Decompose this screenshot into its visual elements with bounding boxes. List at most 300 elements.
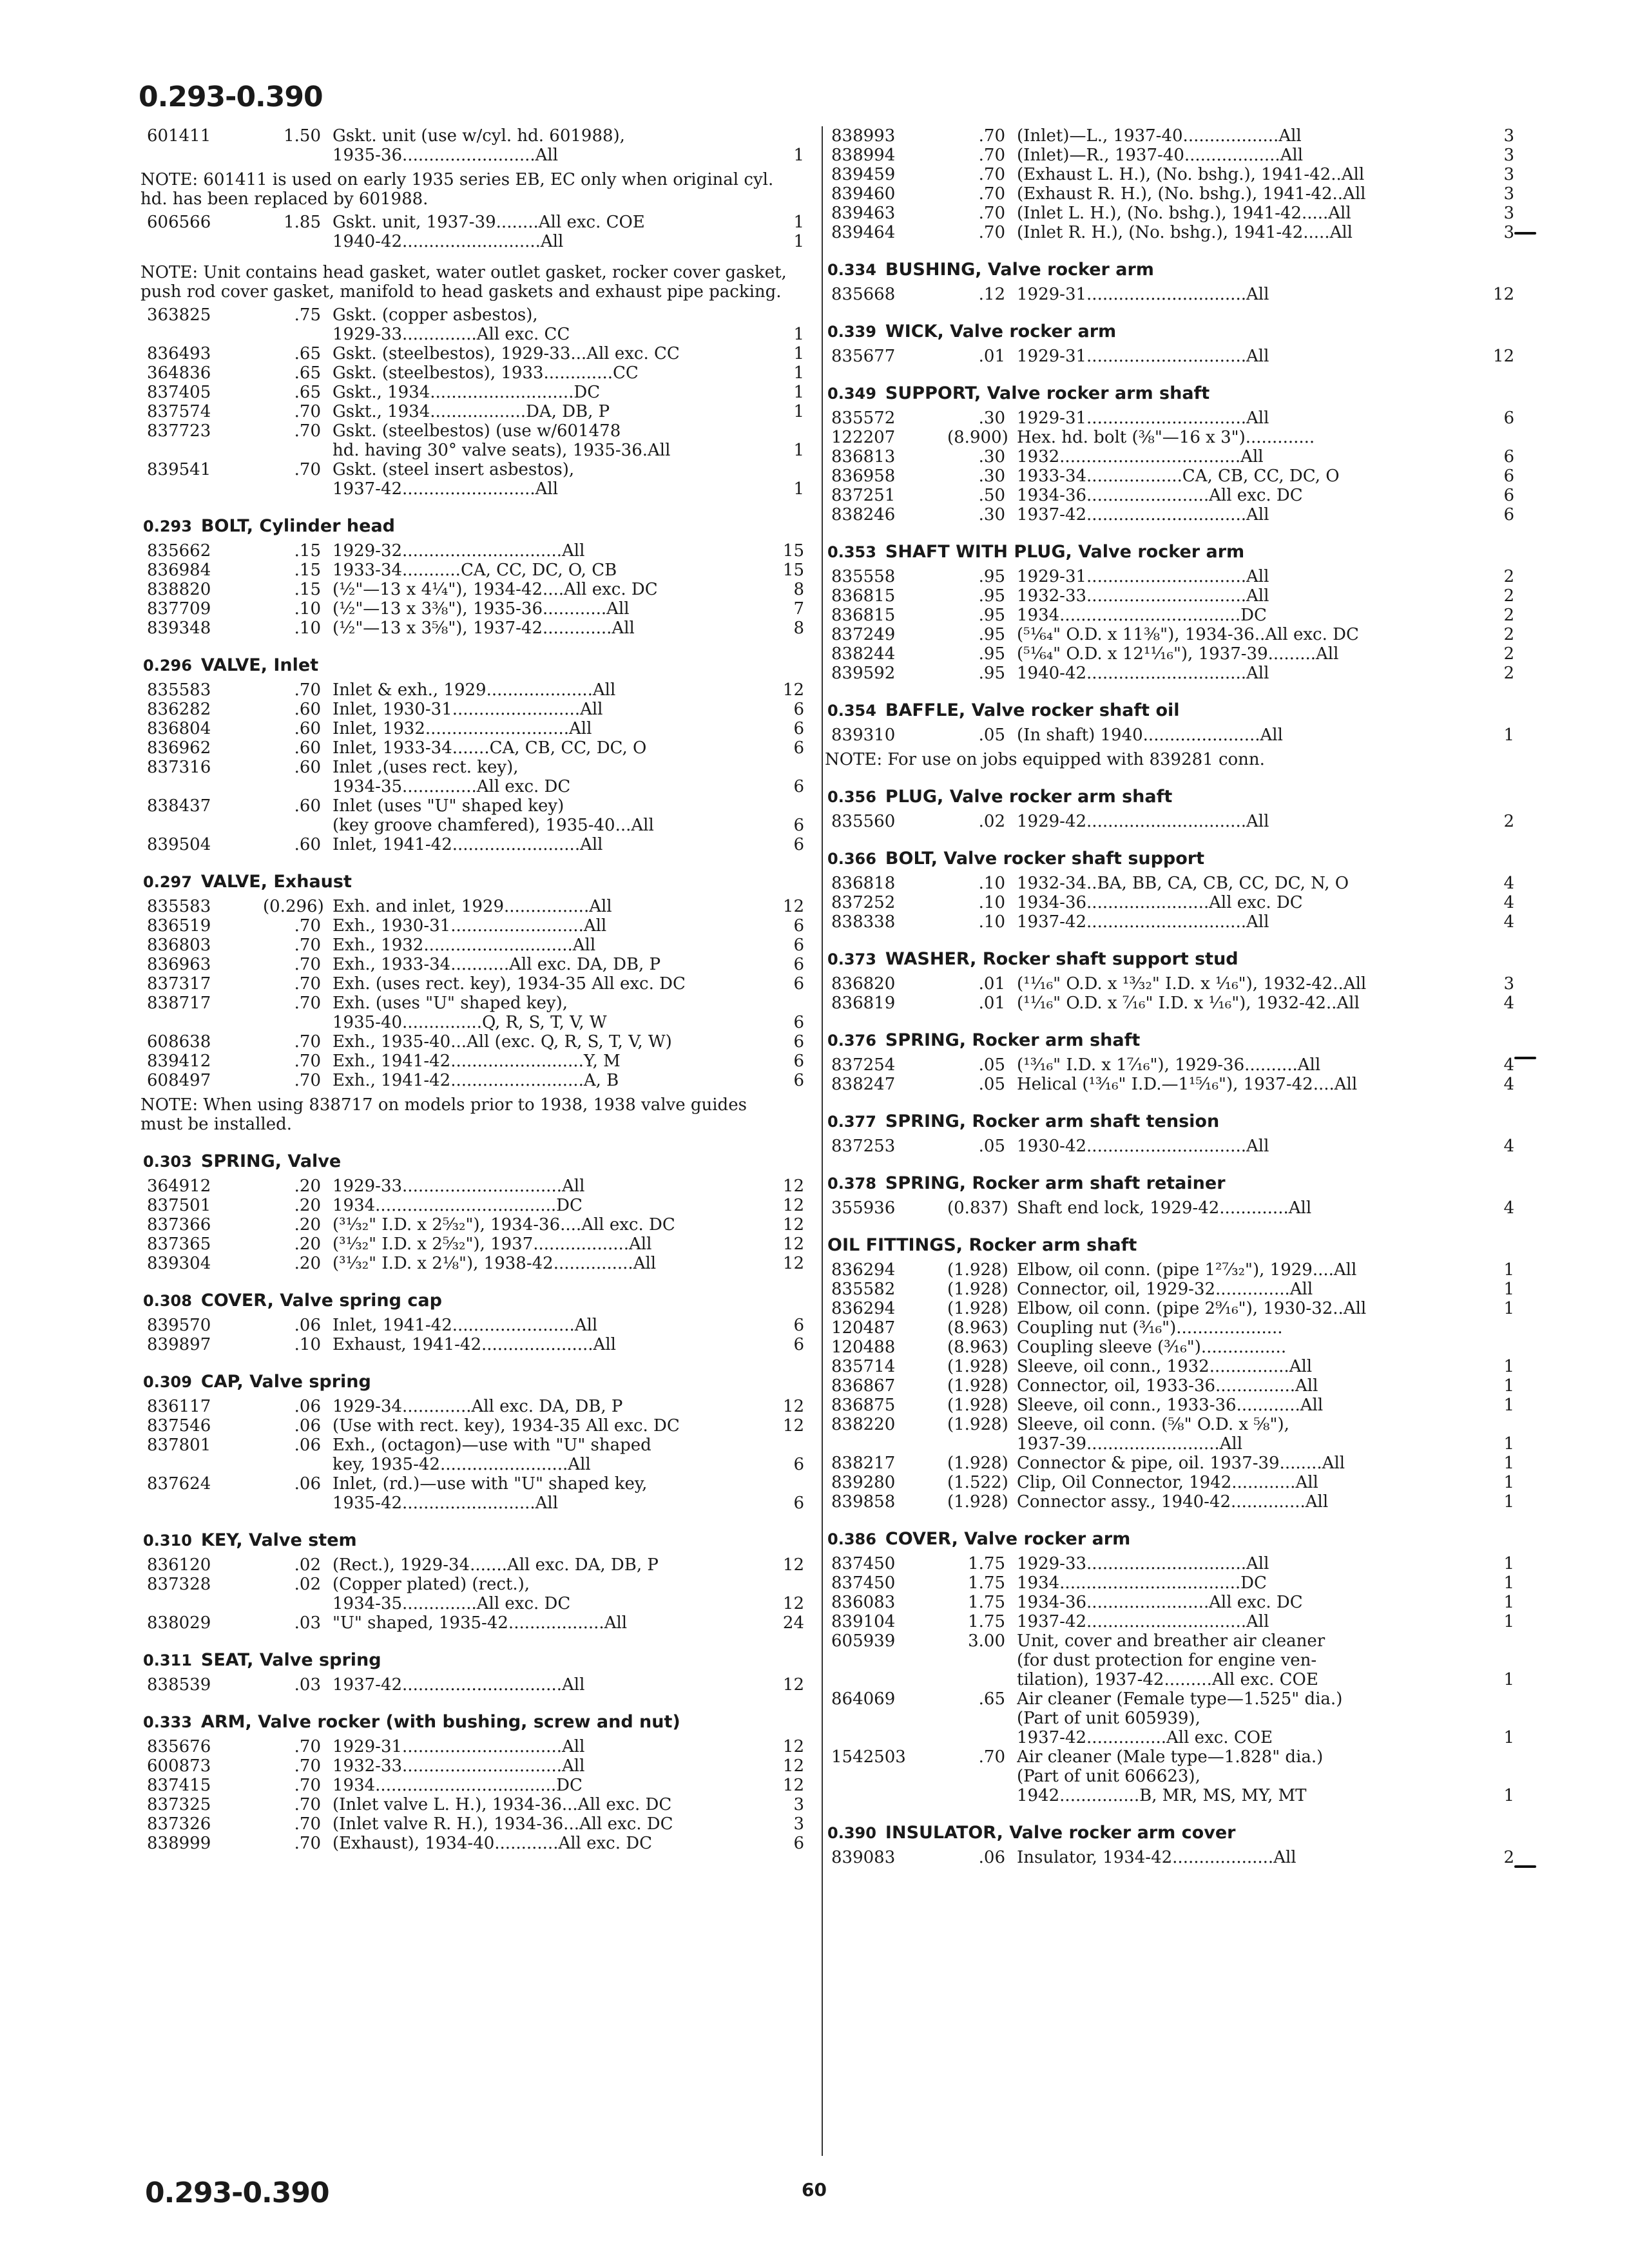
part-row [147,146,804,165]
part-row [831,1612,1514,1631]
price: 1.75 [968,1573,1005,1593]
section-code: 0.378 [827,1175,876,1193]
part-row [147,700,804,719]
section-heading [143,515,804,537]
part-number: 608638 [147,1032,211,1052]
part-number: 838220 [831,1415,896,1434]
part-row [831,1848,1514,1867]
quantity: 6 [793,1834,804,1853]
price: .70 [978,223,1005,242]
section-title: COVER, Valve rocker arm [885,1529,1131,1549]
quantity: 12 [782,1397,804,1416]
part-row [831,1689,1514,1709]
section-heading [827,700,1514,722]
quantity: 1 [793,383,804,402]
description: Sleeve, oil conn., 1933-36............All [1017,1396,1324,1415]
price: .70 [978,126,1005,146]
description: Inlet ,(uses rect. key), [333,758,519,777]
price: .70 [294,680,321,700]
part-row [831,447,1514,466]
part-row [831,1709,1514,1728]
section-title: INSULATOR, Valve rocker arm cover [885,1823,1236,1843]
description: (Part of unit 606623), [1017,1767,1200,1786]
description: Exh., 1941-42.........................A, B [333,1071,619,1090]
price: .70 [294,421,321,441]
quantity: 1 [793,232,804,251]
quantity: 6 [793,1316,804,1335]
quantity: 4 [1503,912,1514,932]
part-row [147,897,804,916]
description: (½"—13 x 4¼"), 1934-42....All exc. DC [333,580,658,599]
description: 1930-42..............................All [1017,1137,1269,1156]
price: .70 [978,146,1005,165]
margin-mark [1514,1057,1536,1059]
quantity: 12 [782,1416,804,1436]
quantity: 3 [1503,223,1514,242]
section-heading [827,1822,1514,1844]
part-row [831,1280,1514,1299]
quantity: 8 [793,619,804,638]
quantity: 12 [782,1776,804,1795]
price: .65 [294,383,321,402]
part-number: 836117 [147,1397,211,1416]
quantity: 4 [1503,893,1514,912]
description: 1935-40...............Q, R, S, T, V, W [333,1013,607,1032]
quantity: 6 [1503,466,1514,486]
description: (³¹⁄₃₂" I.D. x 2⁵⁄₃₂"), 1934-36....All exc. DC [333,1215,675,1235]
description: Exh., 1935-40...All (exc. Q, R, S, T, V, W) [333,1032,672,1052]
price: .60 [294,758,321,777]
section-title: SPRING, Rocker arm shaft [885,1030,1141,1050]
part-row [147,994,804,1013]
quantity: 15 [782,561,804,580]
part-number: 601411 [147,126,211,146]
part-row [831,1767,1514,1786]
part-number: 837328 [147,1575,211,1594]
description: (Part of unit 605939), [1017,1709,1200,1728]
quantity: 24 [782,1613,804,1633]
section-code: 0.293 [143,517,192,535]
part-number: 839463 [831,204,896,223]
part-row [147,738,804,758]
note: NOTE: Unit contains head gasket, water outlet gasket, rocker cover gasket, push rod cover gasket, manifold to head gaskets and exhaust pipe packing. [140,263,787,302]
part-row [831,165,1514,184]
description: Exh., 1941-42.........................Y, M [333,1052,621,1071]
description: 1937-42..............................All [1017,1612,1269,1631]
column-divider [822,126,823,2156]
price: .10 [294,619,321,638]
part-number: 839348 [147,619,211,638]
section-title: VALVE, Inlet [200,655,319,675]
part-number: 835677 [831,347,896,366]
description: (key groove chamfered), 1935-40...All [333,816,654,835]
part-number: 837326 [147,1814,211,1834]
section-code: 0.309 [143,1373,192,1391]
part-number: 835560 [831,812,896,831]
quantity: 3 [1503,974,1514,994]
part-number: 837801 [147,1436,211,1455]
description: Gskt. unit, 1937-39........All exc. COE [333,213,645,232]
part-number: 836803 [147,936,211,955]
price: .06 [294,1416,321,1436]
part-number: 837366 [147,1215,211,1235]
quantity: 1 [793,479,804,499]
description: Air cleaner (Female type—1.525" dia.) [1017,1689,1343,1709]
section-title: BUSHING, Valve rocker arm [885,260,1154,280]
part-number: 838820 [147,580,211,599]
section-code: 0.386 [827,1530,876,1548]
part-row [147,1397,804,1416]
part-row [147,344,804,363]
price: .20 [294,1177,321,1196]
price: .30 [978,505,1005,524]
price: 1.85 [284,213,321,232]
description: Gskt., 1934..................DA, DB, P [333,402,610,421]
quantity: 12 [782,1254,804,1273]
quantity: 12 [782,1737,804,1756]
price: 1.75 [968,1612,1005,1631]
part-number: 836819 [831,994,896,1013]
quantity: 6 [793,955,804,974]
quantity: 3 [793,1814,804,1834]
section-heading [143,655,804,677]
description: (In shaft) 1940......................All [1017,726,1283,745]
price: .70 [294,1737,321,1756]
quantity: 1 [1503,1299,1514,1318]
part-row [831,428,1514,447]
price: (1.928) [947,1415,1008,1434]
description: 1932-34..BA, BB, CA, CB, CC, DC, N, O [1017,874,1349,893]
part-row [147,1675,804,1695]
description: Gskt. (steelbestos), 1933.............CC [333,363,639,383]
part-row [147,305,804,325]
part-row [831,874,1514,893]
quantity: 1 [793,402,804,421]
quantity: 1 [1503,1454,1514,1473]
quantity: 6 [793,1335,804,1354]
price: .70 [294,994,321,1013]
part-row [147,599,804,619]
note: NOTE: For use on jobs equipped with 839281 conn. [825,750,1265,769]
description: 1934..................................DC [333,1196,583,1215]
part-number: 837325 [147,1795,211,1814]
description: 1929-31..............................All [1017,408,1269,428]
description: (Inlet)—R., 1937-40..................All [1017,146,1304,165]
part-row [147,383,804,402]
quantity: 1 [793,344,804,363]
price: .15 [294,541,321,561]
description: 1929-31..............................All [333,1737,585,1756]
part-number: 363825 [147,305,211,325]
quantity: 1 [1503,1473,1514,1492]
part-number: 835583 [147,897,211,916]
part-number: 837723 [147,421,211,441]
description: (¹³⁄₁₆" I.D. x 1⁷⁄₁₆"), 1929-36..........All [1017,1055,1321,1075]
price: .65 [978,1689,1005,1709]
part-row [147,1215,804,1235]
description: (Exhaust), 1934-40............All exc. DC [333,1834,653,1853]
page-number: 60 [802,2179,827,2200]
description: Clip, Oil Connector, 1942............All [1017,1473,1318,1492]
part-number: 364912 [147,1177,211,1196]
quantity: 6 [793,1455,804,1474]
part-row [147,1235,804,1254]
description: Sleeve, oil conn., 1932...............All [1017,1357,1313,1376]
section-heading [827,1111,1514,1133]
quantity: 2 [1503,625,1514,644]
part-row [147,1013,804,1032]
section-code: 0.296 [143,657,192,675]
quantity: 12 [782,1196,804,1215]
part-row [831,505,1514,524]
part-number: 836818 [831,874,896,893]
description: 1929-33..............................All [1017,1554,1269,1573]
part-number: 837501 [147,1196,211,1215]
description: 1929-33..............................All [333,1177,585,1196]
part-row [147,460,804,479]
quantity: 6 [793,936,804,955]
section-title: COVER, Valve spring cap [200,1291,442,1311]
price: (1.928) [947,1454,1008,1473]
section-title: VALVE, Exhaust [200,872,352,892]
price: .70 [978,204,1005,223]
part-number: 839459 [831,165,896,184]
description: 1940-42..........................All [333,232,564,251]
description: 1934-35..............All exc. DC [333,1594,571,1613]
part-number: 836820 [831,974,896,994]
quantity: 6 [793,1071,804,1090]
part-number: 839412 [147,1052,211,1071]
price: .10 [294,599,321,619]
section-code: 0.334 [827,261,876,279]
part-number: 835582 [831,1280,896,1299]
part-number: 837251 [831,486,896,505]
section-heading [827,1528,1514,1550]
description: Exh., 1932............................All [333,936,596,955]
quantity: 6 [1503,505,1514,524]
description: Exhaust, 1941-42.....................All [333,1335,616,1354]
description: 1940-42..............................All [1017,664,1269,683]
part-number: 122207 [831,428,896,447]
part-number: 839570 [147,1316,211,1335]
part-row [147,479,804,499]
price: .95 [978,606,1005,625]
description: 1934-35..............All exc. DC [333,777,571,796]
part-number: 835714 [831,1357,896,1376]
part-number: 836282 [147,700,211,719]
part-row [831,1554,1514,1573]
section-heading [143,871,804,893]
part-number: 836815 [831,606,896,625]
description: Elbow, oil conn. (pipe 2⁹⁄₁₆"), 1930-32..All [1017,1299,1367,1318]
quantity: 6 [793,835,804,854]
part-number: 838246 [831,505,896,524]
section-code: 0.376 [827,1032,876,1050]
price: .70 [294,1776,321,1795]
price: .20 [294,1196,321,1215]
quantity: 3 [793,1795,804,1814]
page-footer: 0.293-0.390 [145,2177,329,2209]
description: (½"—13 x 3⅝"), 1937-42.............All [333,619,635,638]
section-code: 0.333 [143,1713,192,1731]
part-number: 837709 [147,599,211,619]
description: 1937-42..............................All [1017,505,1269,524]
section-heading [827,1235,1514,1256]
part-row [831,1747,1514,1767]
part-row [147,1196,804,1215]
description: (Inlet)—L., 1937-40..................All [1017,126,1302,146]
price: .10 [978,912,1005,932]
price: .05 [978,1137,1005,1156]
part-row [147,1177,804,1196]
section-heading [827,948,1514,970]
price: .95 [978,644,1005,664]
section-heading [827,786,1514,808]
section-code: 0.373 [827,950,876,968]
part-number: 839104 [831,1612,896,1631]
price: .20 [294,1215,321,1235]
price: (1.928) [947,1260,1008,1280]
part-number: 600873 [147,1756,211,1776]
quantity: 12 [782,1215,804,1235]
part-row [147,1575,804,1594]
price: .60 [294,796,321,816]
part-number: 838994 [831,146,896,165]
price: .12 [978,285,1005,304]
quantity: 6 [793,1052,804,1071]
section-heading [143,1371,804,1393]
quantity: 1 [1503,1280,1514,1299]
part-number: 839083 [831,1848,896,1867]
part-row [831,1260,1514,1280]
part-row [831,466,1514,486]
part-row [147,1834,804,1853]
quantity: 6 [793,974,804,994]
part-row [147,1613,804,1633]
quantity: 1 [793,325,804,344]
price: .03 [294,1675,321,1695]
quantity: 1 [1503,1728,1514,1747]
price: 1.75 [968,1593,1005,1612]
description: Gskt. (steelbestos), 1929-33...All exc. CC [333,344,680,363]
part-row [831,486,1514,505]
part-row [831,726,1514,745]
quantity: 1 [1503,1670,1514,1689]
part-row [147,719,804,738]
section-heading [827,541,1514,563]
price: .70 [978,1747,1005,1767]
description: 1933-34...........CA, CC, DC, O, CB [333,561,617,580]
price: (1.928) [947,1357,1008,1376]
quantity: 4 [1503,1055,1514,1075]
description: Exh. and inlet, 1929................All [333,897,612,916]
quantity: 6 [793,916,804,936]
part-row [831,1473,1514,1492]
description: (³¹⁄₃₂" I.D. x 2⁵⁄₃₂"), 1937..................All [333,1235,652,1254]
part-row [831,1376,1514,1396]
description: 1929-32..............................All [333,541,585,561]
part-row [831,664,1514,683]
part-number: 837450 [831,1573,896,1593]
description: 1935-36.........................All [333,146,559,165]
description: 1934..................................DC [1017,606,1267,625]
section-heading [827,383,1514,405]
quantity: 6 [1503,447,1514,466]
quantity: 3 [1503,204,1514,223]
part-row [147,213,804,232]
part-number: 836294 [831,1260,896,1280]
part-row [147,1814,804,1834]
quantity: 1 [1503,1434,1514,1454]
description: 1929-33..............All exc. CC [333,325,570,344]
part-row [147,1436,804,1455]
quantity: 1 [793,441,804,460]
price: .02 [978,812,1005,831]
description: 1929-31..............................All [1017,347,1269,366]
price: .70 [978,165,1005,184]
section-title: BOLT, Valve rocker shaft support [885,849,1205,869]
description: 1937-42...............All exc. COE [1017,1728,1273,1747]
price: .95 [978,586,1005,606]
part-row [831,1786,1514,1805]
part-number: 835662 [147,541,211,561]
part-row [831,1357,1514,1376]
part-row [147,680,804,700]
part-row [147,916,804,936]
description: (Rect.), 1929-34.......All exc. DA, DB, P [333,1555,659,1575]
part-number: 835583 [147,680,211,700]
section-title: WASHER, Rocker shaft support stud [885,949,1239,969]
price: (1.928) [947,1376,1008,1396]
price: (0.296) [263,897,324,916]
price: .10 [294,1335,321,1354]
quantity: 6 [793,1032,804,1052]
quantity: 12 [782,1594,804,1613]
note: NOTE: When using 838717 on models prior to 1938, 1938 valve guides must be installed. [140,1095,747,1134]
part-number: 836804 [147,719,211,738]
price: .06 [294,1474,321,1494]
section-code: 0.311 [143,1651,192,1669]
page-header: 0.293-0.390 [139,81,323,113]
quantity: 3 [1503,165,1514,184]
part-row [147,1474,804,1494]
part-row [147,126,804,146]
part-row [147,1335,804,1354]
part-row [147,561,804,580]
quantity: 1 [1503,726,1514,745]
part-row [147,1795,804,1814]
part-row [147,541,804,561]
quantity: 4 [1503,874,1514,893]
part-row [147,1316,804,1335]
description: Inlet, 1930-31........................All [333,700,603,719]
description: (¹¹⁄₁₆" O.D. x ⁷⁄₁₆" I.D. x ¹⁄₁₆"), 1932-42..All [1017,994,1360,1013]
section-code: 0.366 [827,850,876,868]
quantity: 6 [793,816,804,835]
price: 1.50 [284,126,321,146]
description: (Copper plated) (rect.), [333,1575,530,1594]
part-number: 838993 [831,126,896,146]
price: (1.928) [947,1299,1008,1318]
part-row [147,441,804,460]
part-row [831,223,1514,242]
part-number: 836958 [831,466,896,486]
part-row [147,1416,804,1436]
part-number: 839280 [831,1473,896,1492]
part-row [831,912,1514,932]
part-row [831,1075,1514,1094]
price: .70 [294,460,321,479]
